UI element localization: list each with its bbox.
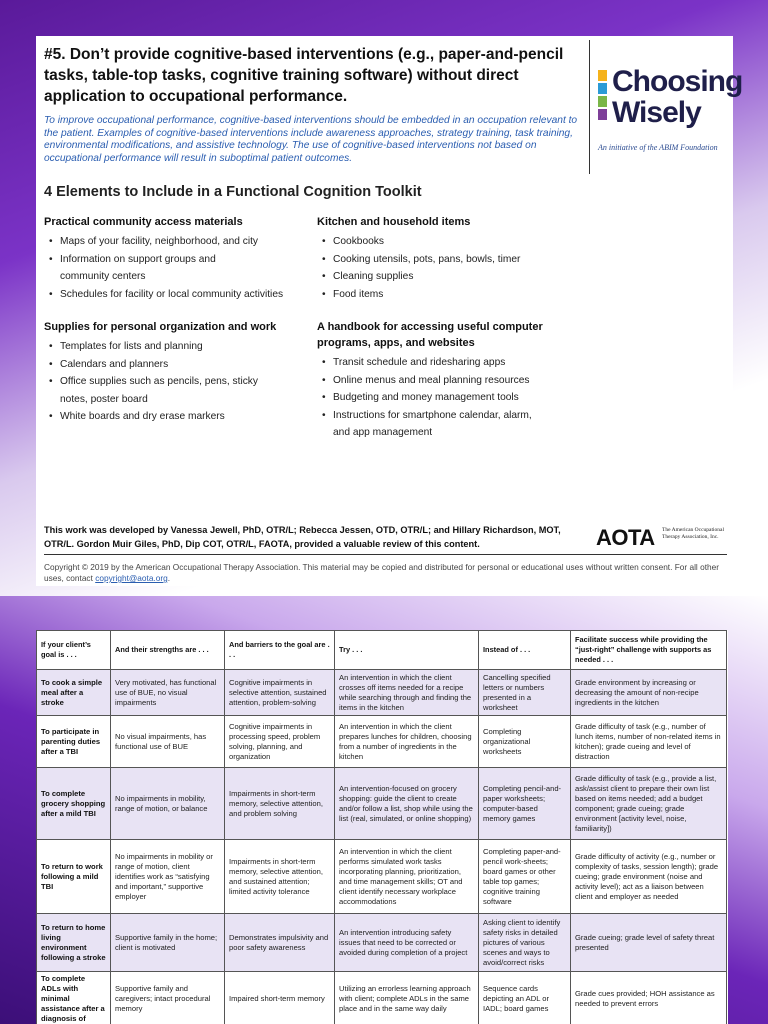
section-heading: Supplies for personal organization and work	[44, 321, 277, 333]
table-cell: Completing pencil-and-paper worksheets; computer-based memory games	[479, 768, 571, 840]
table-cell: Impairments in short-term memory, selective attention, and problem solving	[225, 768, 335, 840]
intervention-table	[36, 630, 727, 1024]
logo-bar-yellow	[598, 70, 607, 81]
logo-color-bars	[598, 70, 607, 122]
table-cell: Very motivated, has functional use of BUE, no visual impairments	[111, 670, 225, 716]
header-facilitate: Facilitate success while providing the “just-right” challenge with supports as needed . . .	[571, 631, 727, 670]
list-item: • Templates for lists and planning	[54, 338, 344, 356]
document-page-1	[36, 36, 743, 586]
logo-tagline: An initiative of the ABIM Foundation	[598, 143, 718, 152]
table-cell: An intervention-focused on grocery shopping: guide the client to create and/or follow a list, shop while using the list (real, simulated, or online shopping)	[335, 768, 479, 840]
list-item: • Information on support groups and community centers	[54, 251, 230, 286]
recommendation-title: #5. Don’t provide cognitive-based interventions (e.g., paper-and-pencil tasks, table-top tasks, cognitive training software) without direct application to occupational performance.	[44, 46, 564, 105]
header-goal: If your client’s goal is . . .	[37, 631, 111, 670]
table-cell: To complete grocery shopping after a mild TBI	[37, 768, 111, 840]
table-cell: An intervention introducing safety issues that need to be corrected or avoided during completion of a project	[335, 914, 479, 972]
copyright-email-link[interactable]: copyright@aota.org	[95, 573, 168, 583]
section-community-access	[44, 214, 344, 303]
table-cell: Cancelling specified letters or numbers presented in a worksheet	[479, 670, 571, 716]
list-item: • Transit schedule and ridesharing apps	[327, 354, 587, 372]
table-cell: Grade environment by increasing or decreasing the amount of non-recipe ingredients in the kitchen	[571, 670, 727, 716]
list-item: • Office supplies such as pencils, pens, sticky notes, poster board	[54, 373, 285, 408]
list-item: • Schedules for facility or local community activities	[54, 286, 344, 304]
header-instead: Instead of . . .	[479, 631, 571, 670]
table-row	[37, 670, 727, 716]
table-cell: To return to work following a mild TBI	[37, 840, 111, 914]
table-row	[37, 768, 727, 840]
table-cell: Completing paper-and-pencil work-sheets; board games or other table top games; cognitive training software	[479, 840, 571, 914]
aota-wordmark: AOTA	[596, 525, 655, 550]
table-cell: Cognitive impairments in processing speed, problem solving, planning, and organization	[225, 716, 335, 768]
logo-wordmark	[612, 66, 742, 128]
table-cell: Asking client to identify safety risks in detailed pictures of various scenes and ways to avoid/correct risks	[479, 914, 571, 972]
list-item: • Instructions for smartphone calendar, alarm, and app management	[327, 407, 548, 442]
table-cell: To return to home living environment following a stroke	[37, 914, 111, 972]
table-cell: An intervention in which the client prepares lunches for children, choosing from a number of ingredients in the kitchen	[335, 716, 479, 768]
divider-vertical	[589, 40, 590, 174]
list-item: • Cleaning supplies	[327, 268, 617, 286]
section-heading: Practical community access materials	[44, 216, 243, 228]
table-cell: An intervention in which the client performs simulated work tasks incorporating planning, prioritization, and time management skills; OT and client identify necessary workplace accommodations	[335, 840, 479, 914]
divider-horizontal	[44, 554, 727, 555]
document-page-2	[36, 630, 728, 1024]
table-cell: Grade cues provided; HOH assistance as needed to prevent errors	[571, 972, 727, 1024]
logo-line-1: Choosing	[612, 65, 743, 98]
header-try: Try . . .	[335, 631, 479, 670]
table-cell: Demonstrates impulsivity and poor safety awareness	[225, 914, 335, 972]
logo-bar-green	[598, 96, 607, 107]
list-item: • Budgeting and money management tools	[327, 389, 587, 407]
section-heading: A handbook for accessing useful computer programs, apps, and websites	[317, 321, 543, 349]
table-cell: No impairments in mobility, range of motion, or balance	[111, 768, 225, 840]
choosing-wisely-logo	[598, 65, 743, 156]
copyright-text: Copyright © 2019 by the American Occupational Therapy Association. This material may be copied and distributed for personal or educational uses without written consent. For all other uses, contact	[44, 562, 719, 583]
header-strengths: And their strengths are . . .	[111, 631, 225, 670]
toolkit-heading: 4 Elements to Include in a Functional Cognition Toolkit	[44, 184, 422, 200]
list-item: • Online menus and meal planning resources	[327, 372, 587, 390]
copyright-notice	[44, 562, 724, 584]
table-cell: Grade cueing; grade level of safety threat presented	[571, 914, 727, 972]
aota-logo	[596, 525, 726, 551]
authors-credit: This work was developed by Vanessa Jewell, PhD, OTR/L; Rebecca Jessen, OTD, OTR/L; and Hillary Richardson, MOT, OTR/L. Gordon Muir Giles, PhD, Dip COT, OTR/L, FAOTA, provided a valuable review of this content.	[44, 525, 561, 549]
table-cell: To cook a simple meal after a stroke	[37, 670, 111, 716]
table-cell: Grade difficulty of task (e.g., provide a list, ask/assist client to prepare their own list based on items needed; add a budget component; grade cueing; grade environment [activity level, noise, familiarity])	[571, 768, 727, 840]
table-row	[37, 840, 727, 914]
table-cell: An intervention in which the client crosses off items needed for a recipe while searching through and finding the items in the kitchen	[335, 670, 479, 716]
table-cell: Impairments in short-term memory, selective attention, and sustained attention; limited activity tolerance	[225, 840, 335, 914]
table-header-row	[37, 631, 727, 670]
header-barriers: And barriers to the goal are . . .	[225, 631, 335, 670]
section-kitchen-household	[317, 214, 617, 303]
table-cell: Grade difficulty of activity (e.g., number or complexity of tasks, session length); grade cueing; grade environment (noise and activity level); act as a liaison between client and employer as needed	[571, 840, 727, 914]
table-cell: Completing organizational worksheets	[479, 716, 571, 768]
aota-subtitle: The American Occupational Therapy Association, Inc.	[662, 527, 725, 540]
list-item: • Calendars and planners	[54, 356, 344, 374]
copyright-end: .	[167, 573, 171, 583]
section-computer-handbook	[317, 319, 587, 442]
list-item: • Food items	[327, 286, 617, 304]
list-item: • Cookbooks	[327, 233, 617, 251]
table-cell: To complete ADLs with minimal assistance after a diagnosis of	[37, 972, 111, 1024]
recommendation-intro: To improve occupational performance, cognitive-based interventions should be embedded in an occupation relevant to the patient. Examples of cognitive-based interventions include awareness approaches, strategy training, task training, environmental modifications, and assistive technology. The use of cognitive-based interventions not based on occupational performance will result in suboptimal patient outcomes.	[44, 115, 578, 164]
table-cell: Supportive family in the home; client is motivated	[111, 914, 225, 972]
table-cell: Cognitive impairments in selective attention, sustained attention, problem-solving	[225, 670, 335, 716]
list-item: • Maps of your facility, neighborhood, and city	[54, 233, 344, 251]
logo-line-2: Wisely	[612, 96, 701, 129]
table-cell: Impaired short-term memory	[225, 972, 335, 1024]
table-cell: Sequence cards depicting an ADL or IADL; board games	[479, 972, 571, 1024]
table-row	[37, 914, 727, 972]
section-personal-organization	[44, 319, 344, 426]
table-cell: No impairments in mobility or range of motion, client identifies work as “satisfying and important,” supportive employer	[111, 840, 225, 914]
list-item: • Cooking utensils, pots, pans, bowls, timer	[327, 251, 617, 269]
table-cell: No visual impairments, has functional use of BUE	[111, 716, 225, 768]
list-item: • White boards and dry erase markers	[54, 408, 344, 426]
table-row	[37, 716, 727, 768]
table-cell: Utilizing an errorless learning approach with client; complete ADLs in the same place and in the same way daily	[335, 972, 479, 1024]
table-cell: Supportive family and caregivers; intact procedural memory	[111, 972, 225, 1024]
table-cell: Grade difficulty of task (e.g., number of lunch items, number of non-related items in kitchen); grade cueing and level of distraction	[571, 716, 727, 768]
logo-bar-purple	[598, 109, 607, 120]
table-cell: To participate in parenting duties after a TBI	[37, 716, 111, 768]
section-heading: Kitchen and household items	[317, 216, 471, 228]
logo-bar-blue	[598, 83, 607, 94]
table-row	[37, 972, 727, 1024]
